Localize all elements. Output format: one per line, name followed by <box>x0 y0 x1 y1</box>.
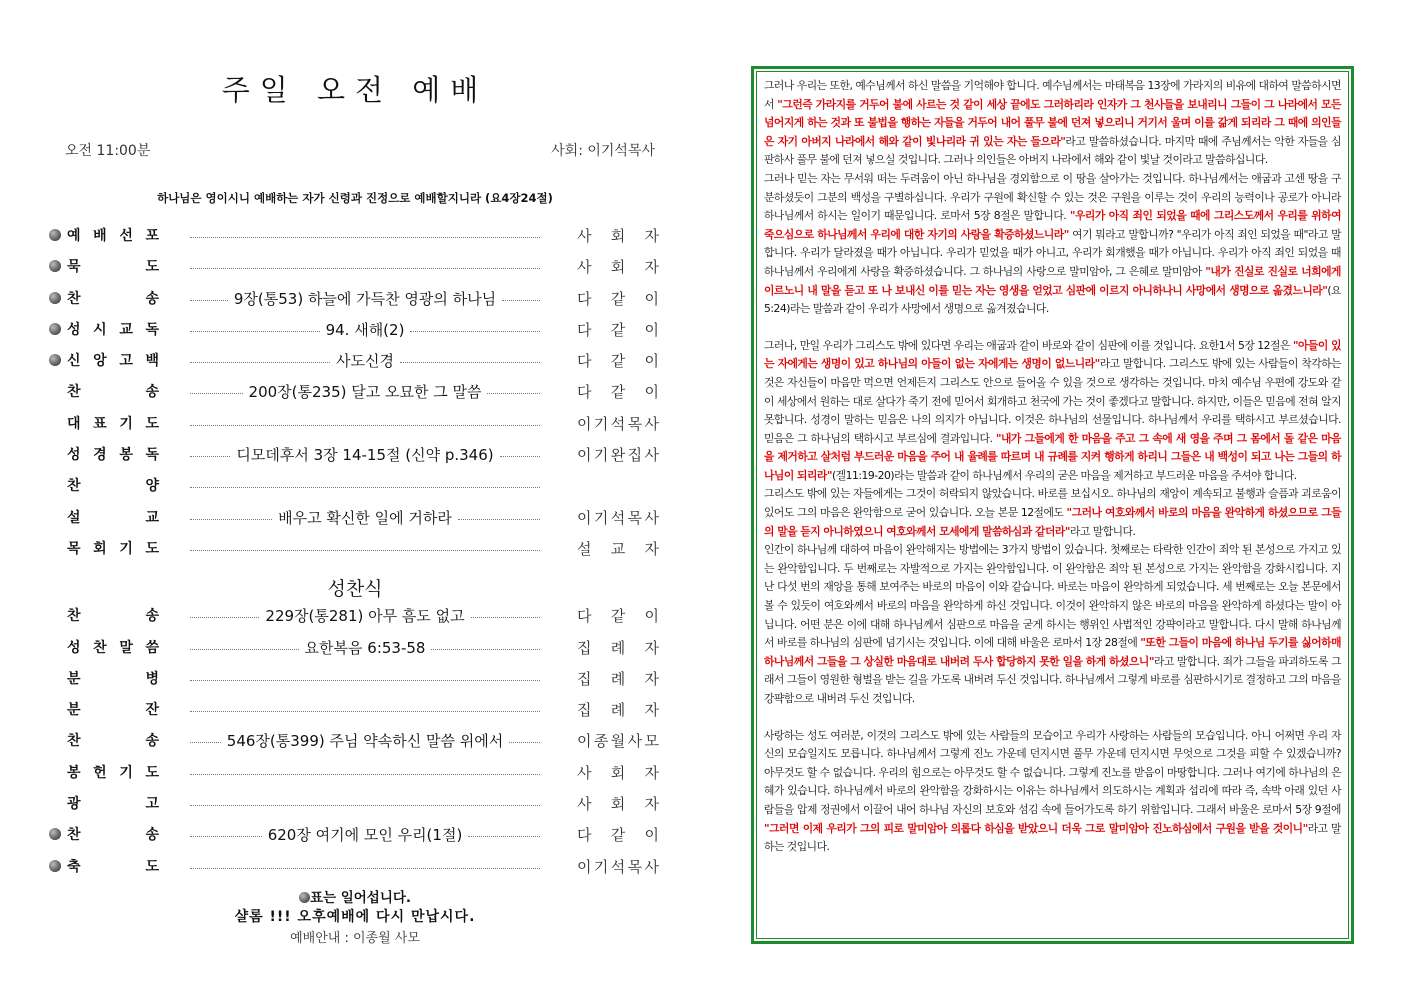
leader-dots <box>190 550 540 551</box>
order-list <box>45 220 665 882</box>
order-row <box>45 502 665 533</box>
order-item-responsible: 다 같 이 <box>577 607 659 626</box>
order-item-content <box>190 502 540 533</box>
service-time: 오전 11:00분 <box>65 143 151 159</box>
order-item-label: 찬 송 <box>67 290 159 307</box>
leader-dots <box>502 300 540 301</box>
order-item-content <box>190 851 540 882</box>
order-item-label: 봉 헌 기 도 <box>67 764 159 781</box>
order-item-label: 성 경 봉 독 <box>67 447 159 464</box>
order-item-responsible: 사 회 자 <box>577 795 659 814</box>
order-item-content <box>190 663 540 694</box>
order-item-text: 94. 새해(2) <box>325 320 405 339</box>
leader-dots <box>190 300 228 301</box>
leader-dots <box>190 868 540 869</box>
leader-dots <box>190 711 540 712</box>
sermon-text-run: 여기 뭐라고 말합니까? "우리가 아직 죄인 되었을 때"라고 말합니다. 우리가 달라졌을 때가 아닙니다. 우리가 믿었을 때가 아니고, 우리가 회개했을 때가 아닙니다. 우리가 아직 죄인 되었을 때 하나님께서 우리에게 사랑을 확증하셨습니다. 그 하나님의 사랑으로 말미암아, 그 은혜로 말미암아 <box>764 227 1341 278</box>
order-item-label: 분 잔 <box>67 702 159 719</box>
scripture-quote: "아들이 있는 자에게는 생명이 있고 하나님의 아들이 없는 자에게는 생명이 없느니라" <box>764 338 1341 371</box>
order-row <box>45 788 665 819</box>
scripture-quote: "그러면 이제 우리가 그의 피로 말미암아 의롭다 하심을 받았으니 더욱 그로 말미암아 진노하심에서 구원을 받을 것이니" <box>764 821 1308 835</box>
sermon-text-run: 그러나 믿는 자는 무서워 떠는 두려움이 아닌 하나님을 경외함으로 이 땅을 살아가는 것입니다. 하나님께서는 애굽과 고센 땅을 구분하셨듯이 그분의 백성을 구별하십니다. 우리가 구원에 확신할 수 있는 것은 구원을 이루는 것이 우리의 능력이나 공로가 아니라 하나님께서 하시는 일이기 때문입니다. 로마서 5장 8절은 말합니다. <box>764 171 1341 223</box>
order-item-responsible: 사 회 자 <box>577 227 659 245</box>
leader-dots <box>190 805 540 806</box>
order-item-text: 546장(통399) 주님 약속하신 말씀 위에서 <box>226 732 504 751</box>
order-item-content <box>190 251 540 282</box>
order-item-text: 200장(통235) 달고 오묘한 그 말씀 <box>248 383 482 402</box>
order-item-responsible: 집 례 자 <box>577 638 659 657</box>
paragraph-gap <box>764 319 1341 337</box>
order-row <box>45 251 665 282</box>
sermon-paragraph <box>764 170 1341 319</box>
sermon-text-run: 그리스도 밖에 있는 자들에게는 그것이 허락되지 않았습니다. 바로를 보십시오. 하나님의 재앙이 계속되고 불행과 슬픔과 괴로움이 있어도 그의 마음은 완악함으로 굳어 있습니다. 오늘 본문 12절에도 <box>764 487 1341 520</box>
leader-dots <box>487 393 540 394</box>
leader-dots <box>190 362 330 363</box>
order-item-responsible: 다 같 이 <box>577 289 659 308</box>
order-row <box>45 757 665 788</box>
order-item-text: 620장 여기에 모인 우리(1절) <box>267 826 463 845</box>
leader-dots <box>190 331 320 332</box>
standing-bullet-icon <box>49 229 61 241</box>
order-row <box>45 376 665 407</box>
scripture-quote: "내가 진실로 진실로 너희에게 이르노니 내 말을 듣고 또 나 보내신 이를 믿는 자는 영생을 얻었고 심판에 이르지 아니하나니 사망에서 생명으로 옮겼느니라" <box>764 264 1341 297</box>
order-row <box>45 220 665 251</box>
order-item-content <box>190 470 540 501</box>
standing-bullet-icon <box>49 260 61 272</box>
order-item-responsible: 이 종 월 사 모 <box>577 732 659 751</box>
order-item-responsible: 설 교 자 <box>577 539 659 558</box>
order-item-text: 사도신경 <box>336 352 394 371</box>
sermon-text-run: 그러나 우리는 또한, 예수님께서 하신 말씀을 기억해야 합니다. 예수님께서는 마태복음 13장에 가라지의 비유에 대하여 말씀하시면서 <box>764 79 1341 111</box>
leader-dots <box>190 617 259 618</box>
greeting: 샬롬 !!! 오후예배에 다시 만납시다. <box>234 909 476 925</box>
sermon-text-run: (요5:24)라는 말씀과 같이 우리가 사망에서 생명으로 옮겨졌습니다. <box>764 283 1341 316</box>
leader-dots <box>509 742 540 743</box>
standing-bullet-icon <box>49 292 61 304</box>
standing-bullet-icon <box>299 892 310 903</box>
order-item-text: 배우고 확신한 일에 거하라 <box>278 508 452 527</box>
scripture-quote: "그런즉 가라지를 거두어 불에 사르는 것 같이 세상 끝에도 그러하리라 인자가 그 천사들을 보내리니 그들이 그 나라에서 모든 넘어지게 하는 것과 또 불법을 행하는 자들을 거두어 내어 풀무 불에 던져 넣으리니 거기서 울며 이를 갊게 되리라 그 때에 의인들은 자기 아버지 나라에서 해와 같이 빛나리라 귀 있는 자는 들으라" <box>764 97 1341 148</box>
order-item-text: 디모데후서 3장 14-15절 (신약 p.346) <box>236 446 494 465</box>
order-item-content <box>190 533 540 564</box>
paragraph-gap <box>764 709 1341 727</box>
order-item-text: 9장(통53) 하늘에 가득찬 영광의 하나님 <box>233 289 497 308</box>
order-row <box>45 725 665 756</box>
leader-dots <box>431 649 540 650</box>
leader-dots <box>190 519 272 520</box>
order-row <box>45 819 665 850</box>
leader-dots <box>190 836 262 837</box>
scripture-quote: "내가 그들에게 한 마음을 주고 그 속에 새 영을 주며 그 몸에서 돌 같은 마음을 제거하고 살처럼 부드러운 마음을 주어 내 율례를 따르며 내 규례를 지켜 행하게 하리니 그들은 내 백성이 되고 나는 그들의 하나님이 되리라" <box>764 431 1341 482</box>
communion-heading: 성찬식 <box>327 578 383 601</box>
order-item-content <box>190 408 540 439</box>
standing-bullet-icon <box>49 323 61 335</box>
order-item-label: 대 표 기 도 <box>67 415 159 432</box>
leader-dots <box>500 456 540 457</box>
order-item-label: 축 도 <box>67 858 159 875</box>
leader-dots <box>190 487 540 488</box>
order-item-content <box>190 757 540 788</box>
order-row <box>45 632 665 663</box>
order-row <box>45 314 665 345</box>
order-item-label: 찬 송 <box>67 608 159 625</box>
order-row <box>45 663 665 694</box>
order-item-text: 229장(통281) 아무 흠도 없고 <box>265 607 465 626</box>
order-item-label: 찬 양 <box>67 478 159 495</box>
order-item-label: 찬 송 <box>67 733 159 750</box>
order-item-responsible: 사 회 자 <box>577 258 659 277</box>
order-row <box>45 851 665 882</box>
page-title: 주일 오전 예배 <box>221 73 489 107</box>
order-item-content <box>190 376 540 407</box>
order-item-responsible: 다 같 이 <box>577 826 659 845</box>
order-item-responsible: 이 기 석 목 사 <box>577 508 659 527</box>
order-item-content <box>190 439 540 470</box>
order-item-content <box>190 283 540 314</box>
leader-dots <box>410 331 540 332</box>
order-item-label: 예 배 선 포 <box>67 228 159 244</box>
leader-dots <box>190 425 540 426</box>
sermon-text-run: (겔11:19-20)라는 말씀과 같이 하나님께서 우리의 굳은 마음을 제거하고 부드러운 마음을 주셔야 합니다. <box>831 468 1297 482</box>
order-item-content <box>190 725 540 756</box>
sermon-paragraph <box>764 485 1341 541</box>
standing-bullet-icon <box>49 860 61 872</box>
order-item-responsible: 집 례 자 <box>577 669 659 688</box>
order-item-content <box>190 694 540 725</box>
standing-bullet-icon <box>49 354 61 366</box>
order-item-responsible: 집 례 자 <box>577 701 659 720</box>
order-item-label: 목 회 기 도 <box>67 540 159 557</box>
sermon-text <box>756 71 1349 939</box>
order-item-content <box>190 314 540 345</box>
sermon-text-run: 라고 말합니다. 그리스도 밖에 있는 사람들이 착각하는 것은 자신들이 마음만 먹으면 언제든지 그리스도 안으로 들어올 수 있을 것으로 생각하는 것입니다. 마치 예수님 우편에 강도와 같이 세상에서 원하는 대로 살다가 죽기 전에 믿어서 회개하고 천국에 가는 것이 좋겠다고 말합니다. 하지만, 이들은 믿음에 전혀 알지 못합니다. 성경이 말하는 믿음은 나의 의지가 아닙니다. 이것은 하나님의 선물입니다. 하나님께서 우리를 택하시고 부르셨습니다. 믿음은 그 하나님의 택하시고 부르심에 결과입니다. <box>764 357 1341 445</box>
order-item-content <box>190 788 540 819</box>
sermon-text-run: 라고 말씀하셨습니다. 마지막 때에 주님께서는 악한 자들을 심판하사 풀무 불에 던져 넣으실 것입니다. 그러나 의인들은 아버지 나라에서 해와 같이 빛날 것이라고 말씀하십니다. <box>764 134 1341 167</box>
leader-dots <box>190 268 540 269</box>
order-item-responsible: 이 기 완 집 사 <box>577 446 659 465</box>
service-host: 사회: 이기석목사 <box>551 143 655 159</box>
leader-dots <box>190 680 540 681</box>
leader-dots <box>471 617 540 618</box>
order-item-label: 신 앙 고 백 <box>67 353 159 370</box>
order-item-label: 성 시 교 독 <box>67 321 159 338</box>
order-item-content <box>190 632 540 663</box>
theme-verse: 하나님은 영이시니 예배하는 자가 신령과 진정으로 예배할지니라 (요4장24절) <box>157 191 553 205</box>
scripture-quote: "또한 그들이 마음에 하나님 두기를 싫어하매 하나님께서 그들을 그 상실한 마음대로 내버려 두사 합당하지 못한 일을 하게 하셨으니" <box>764 636 1341 668</box>
leader-dots <box>468 836 540 837</box>
order-row <box>45 345 665 376</box>
standing-bullet-icon <box>49 828 61 840</box>
sermon-text-run: 인간이 하나님께 대하여 마음이 완악해지는 방법에는 3가지 방법이 있습니다. 첫째로는 타락한 인간이 죄악 된 본성으로 가지고 있는 완악함입니다. 두 번째로는 자발적으로 가지는 완악함입니다. 이 완악함은 죄악 된 본성으로 가지는 완악함을 강화시킵니다. 지난 다섯 번의 재앙을 통해 보여주는 바로의 마음이 이와 같습니다. 바로는 마음이 완악하게 되었습니다. 세 번째로는 오늘 본문에서 볼 수 있듯이 여호와께서 바로의 마음을 완악하게 하신 것입니다. 이것이 완악하지 않은 바로의 마음을 완악하게 하셨다는 말이 아닙니다. 어떤 분은 이에 대해 하나님께서 심판으로 마음을 굳게 하시는 행위인 사법적인 강퍅이라고 말합니다. 다시 말해 하나님께서 바로를 하나님의 심판에 넘기시는 것입니다. 이에 대해 바울은 로마서 1장 28절에 <box>764 543 1341 650</box>
sermon-text-run: 사랑하는 성도 여러분, 이것의 그리스도 밖에 있는 사람들의 모습이고 우리가 사랑하는 사람들의 모습입니다. 아니 어쩌면 우리 자신의 모습일지도 모릅니다. 하나님께서 그렇게 진노 가운데 던지시면 풀무 가운데 던지시면 무엇으로 그것을 피할 수 있겠습니까? 아무것도 할 수 없습니다. 우리의 힘으로는 아무것도 할 수 없습니다. 그렇게 진노를 받음이 마땅합니다. 그러나 여기에 하나님의 은혜가 있습니다. 하나님께서 바로의 완악함을 강화하시는 이유는 하나님께서 의도하시는 계획과 섭리에 따라 즉, 속박 아래 있던 사람들을 압제 정권에서 이끌어 내어 하나님 자신의 보호와 섬김 속에 들어가도록 하기 위함입니다. 그래서 바울은 로마서 5장 9절에 <box>764 728 1341 816</box>
sermon-text-run: 라고 말하는 것입니다. <box>764 821 1341 854</box>
order-item-content <box>190 345 540 376</box>
sermon-paragraph <box>764 727 1341 857</box>
order-row <box>45 439 665 470</box>
order-item-content <box>190 600 540 631</box>
leader-dots <box>190 237 540 238</box>
order-row <box>45 470 665 501</box>
order-row <box>45 600 665 631</box>
scripture-quote: "우리가 아직 죄인 되었을 때에 그리스도께서 우리를 위하여 죽으심으로 하나님께서 우리에 대한 자기의 사랑을 확증하셨느니라" <box>764 209 1342 241</box>
order-item-label: 설 교 <box>67 509 159 526</box>
standing-note-text: 표는 일어섭니다. <box>309 890 412 906</box>
service-guide: 예배안내 : 이종월 사모 <box>290 931 420 946</box>
leader-dots <box>190 774 540 775</box>
sermon-box <box>751 66 1354 944</box>
sermon-paragraph <box>764 77 1341 170</box>
order-item-label: 성 찬 말 씀 <box>67 639 159 656</box>
order-item-content <box>190 220 540 251</box>
order-item-responsible: 사 회 자 <box>577 763 659 782</box>
leader-dots <box>190 742 221 743</box>
sermon-text-run: 그러나, 만일 우리가 그리스도 밖에 있다면 우리는 애굽과 같이 바로와 같이 심판에 이를 것입니다. 요한1서 5장 12절은 <box>764 338 1293 352</box>
order-item-text: 요한복음 6:53-58 <box>304 638 426 657</box>
sermon-text-run: 라고 말합니다. 죄가 그들을 파괴하도록 그래서 그들이 영원한 형벌을 받는 길을 가도록 내버려 두신 것입니다. 하나님께서 그렇게 바로를 심판하시기로 결정하고 그의 마음을 강퍅함으로 내버려 두신 것입니다. <box>764 654 1341 705</box>
order-item-responsible: 다 같 이 <box>577 320 659 339</box>
sermon-paragraph <box>764 337 1341 486</box>
worship-order-panel <box>45 60 665 960</box>
sermon-text-run: 라고 말합니다. <box>1069 524 1136 538</box>
leader-dots <box>400 362 540 363</box>
order-item-label: 광 고 <box>67 796 159 813</box>
standing-note <box>45 886 665 906</box>
order-item-content <box>190 819 540 850</box>
sermon-paragraph <box>764 541 1341 708</box>
order-row <box>45 533 665 564</box>
order-item-responsible: 이 기 석 목 사 <box>577 414 659 433</box>
order-item-responsible: 다 같 이 <box>577 383 659 402</box>
leader-dots <box>190 393 243 394</box>
order-row <box>45 408 665 439</box>
order-item-responsible: 이 기 석 목 사 <box>577 857 659 876</box>
order-item-label: 찬 송 <box>67 384 159 401</box>
order-item-label: 찬 송 <box>67 827 159 844</box>
order-item-label: 묵 도 <box>67 259 159 276</box>
leader-dots <box>190 649 299 650</box>
order-item-responsible: 다 같 이 <box>577 352 659 371</box>
leader-dots <box>190 456 230 457</box>
leader-dots <box>458 519 540 520</box>
order-item-label: 분 병 <box>67 670 159 687</box>
scripture-quote: "그러나 여호와께서 바로의 마음을 완악하게 하셨으므로 그들의 말을 듣지 아니하였으니 여호와께서 모세에게 말씀하심과 같더라" <box>764 506 1342 538</box>
order-row <box>45 283 665 314</box>
order-row <box>45 694 665 725</box>
